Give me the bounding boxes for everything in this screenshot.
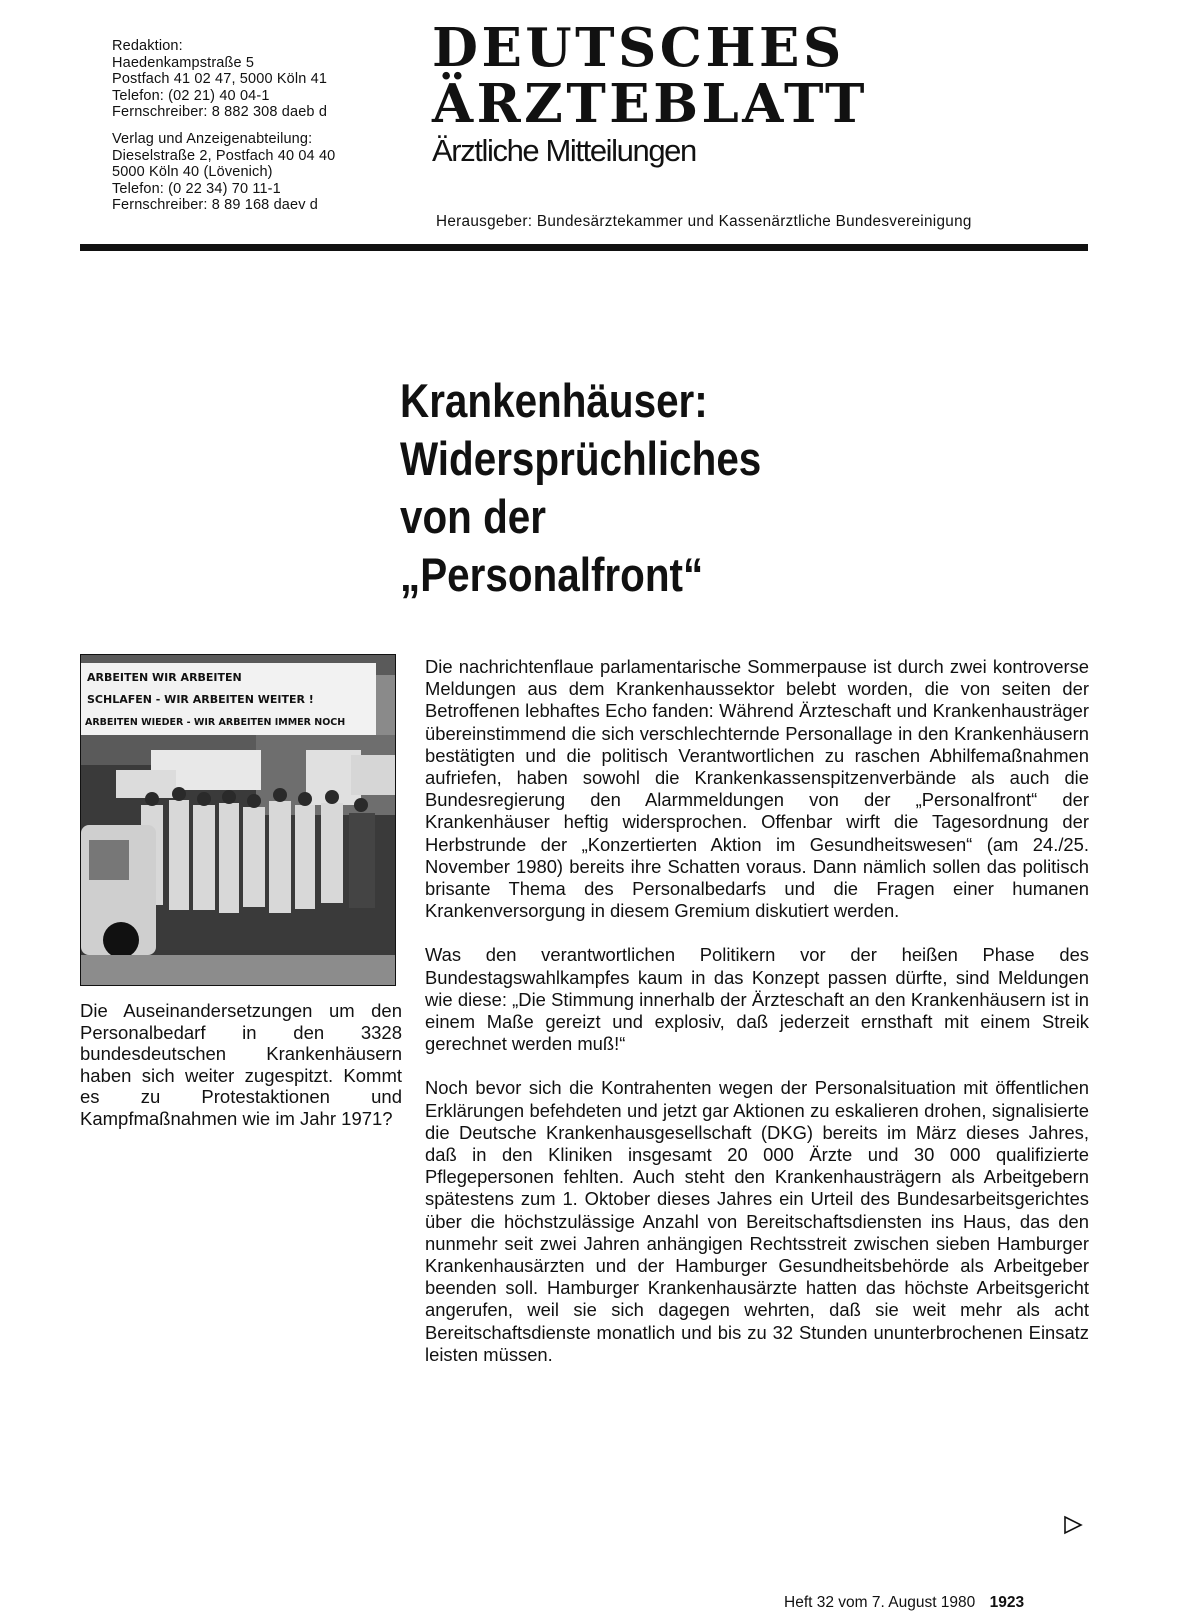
redaktion-line: Postfach 41 02 47, 5000 Köln 41 bbox=[112, 71, 328, 88]
protest-photo-illustration bbox=[81, 655, 395, 985]
redaktion-line: Telefon: (02 21) 40 04-1 bbox=[112, 87, 270, 104]
redaktion-line: Fernschreiber: 8 882 308 daeb d bbox=[112, 104, 328, 121]
page-footer bbox=[784, 1594, 1024, 1612]
body-paragraph: Noch bevor sich die Kontrahenten wegen der Personalsituation mit öffentlichen Erklärungen befehdeten und jetzt gar Aktionen zu eskalieren drohen, signalisierte die Deutsche Krankenhausgesellschaft (DKG) bereits im März dieses Jahres, daß in den Kliniken insgesamt 20 000 Ärzte und 30 000 qualifizierte Pflegepersonen fehlten. Auch steht den Krankenhausträgern als Arbeitgebern spätestens zum 1. Oktober dieses Jahres ein Urteil des Bundesarbeitsgerichtes über die höchstzulässige Anzahl von Bereitschaftsdiensten ins Haus, das den nunmehr seit zwei Jahren anhängigen Rechtsstreit zwischen sieben Hamburger Krankenhausärzten und der Hamburger Gesundheitsbehörde als Arbeitgeber beenden soll. Hamburger Krankenhausärzte hatten das höchste Arbeitsgericht angerufen, weil sie sich dagegen wehrten, daß sie weit mehr als acht Bereitschaftsdienste monatlich und bis zu 32 Stunden ununterbrochenen Einsatz leisten müssen. bbox=[425, 1077, 1089, 1365]
headline-line: von der bbox=[400, 490, 546, 543]
headline-line: „Personalfront“ bbox=[400, 548, 704, 601]
body-paragraph: Was den verantwortlichen Politikern vor der heißen Phase des Bundestagswahlkampfes kaum in das Konzept passen dürfte, sind Meldungen wie diese: „Die Stimmung innerhalb der Ärzteschaft an den Krankenhäusern ist in einem Maße gereizt und explosiv, daß jederzeit ernsthaft mit einem Streik gerechnet werden muß!“ bbox=[425, 944, 1089, 1055]
redaktion-line: Haedenkampstraße 5 bbox=[112, 54, 255, 71]
masthead-rule bbox=[80, 244, 1088, 251]
protest-photo bbox=[80, 654, 396, 986]
banner-text: SCHLAFEN - WIR ARBEITEN WEITER ! bbox=[87, 693, 314, 706]
journal-title bbox=[432, 17, 1112, 168]
article-body bbox=[425, 656, 1089, 1366]
publisher-line: Herausgeber: Bundesärztekammer und Kassenärztliche Bundesvereinigung bbox=[436, 213, 972, 230]
verlag-line: Telefon: (0 22 34) 70 11-1 bbox=[112, 180, 281, 197]
verlag-line: Dieselstraße 2, Postfach 40 04 40 bbox=[112, 147, 336, 164]
article-headline bbox=[400, 372, 1002, 604]
body-paragraph: Die nachrichtenflaue parlamentarische Sommerpause ist durch zwei kontroverse Meldungen aus dem Krankenhaussektor belebt worden, die von seiten der Betroffenen lebhaftes Echo fanden: Während Ärzteschaft und Krankenhausträger übereinstimmend die sich verschlechternde Personallage in den Krankenhäusern bestätigten und die politisch Verantwortlichen zu raschen Abhilfemaßnahmen aufriefen, haben sowohl die Krankenkassenspitzenverbände als auch die Bundesregierung den Alarmmeldungen von der „Personalfront“ der Krankenhäuser heftig widersprochen. Offenbar wirft die Tagesordnung der Herbstrunde der „Konzertierten Aktion im Gesundheitswesen“ (am 24./25. November 1980) bereits ihre Schatten voraus. Dann nämlich sollen das politisch brisante Thema des Personalbedarfs und die Fragen einer humanen Krankenversorgung in diesem Gremium diskutiert werden. bbox=[425, 656, 1089, 922]
verlag-line: Fernschreiber: 8 89 168 daev d bbox=[112, 197, 319, 214]
journal-title-line1: DEUTSCHES bbox=[432, 17, 845, 79]
journal-title-line2: ÄRZTEBLATT bbox=[432, 73, 868, 135]
triangle-right-outline-icon bbox=[1062, 1514, 1084, 1536]
banner-text: ARBEITEN WIR ARBEITEN bbox=[87, 671, 242, 684]
verlag-line: Verlag und Anzeigenabteilung: bbox=[112, 130, 313, 147]
verlag-line: 5000 Köln 40 (Lövenich) bbox=[112, 164, 273, 181]
page-number: 1923 bbox=[989, 1594, 1025, 1611]
issue-info: Heft 32 vom 7. August 1980 bbox=[784, 1594, 976, 1611]
headline-line: Widersprüchliches bbox=[400, 432, 762, 485]
redaktion-line: Redaktion: bbox=[112, 38, 183, 54]
journal-subtitle: Ärztliche Mitteilungen bbox=[432, 133, 696, 168]
photo-caption: Die Auseinandersetzungen um den Personalbedarf in den 3328 bundesdeutschen Krankenhäusern haben sich weiter zugespitzt. Kommt es zu Protestaktionen und Kampfmaßnahmen wie im Jahr 1971? bbox=[80, 1000, 402, 1129]
headline-line: Krankenhäuser: bbox=[400, 374, 708, 427]
banner-text: ARBEITEN WIEDER - WIR ARBEITEN IMMER NOCH bbox=[85, 717, 346, 728]
masthead-contact bbox=[112, 38, 402, 214]
